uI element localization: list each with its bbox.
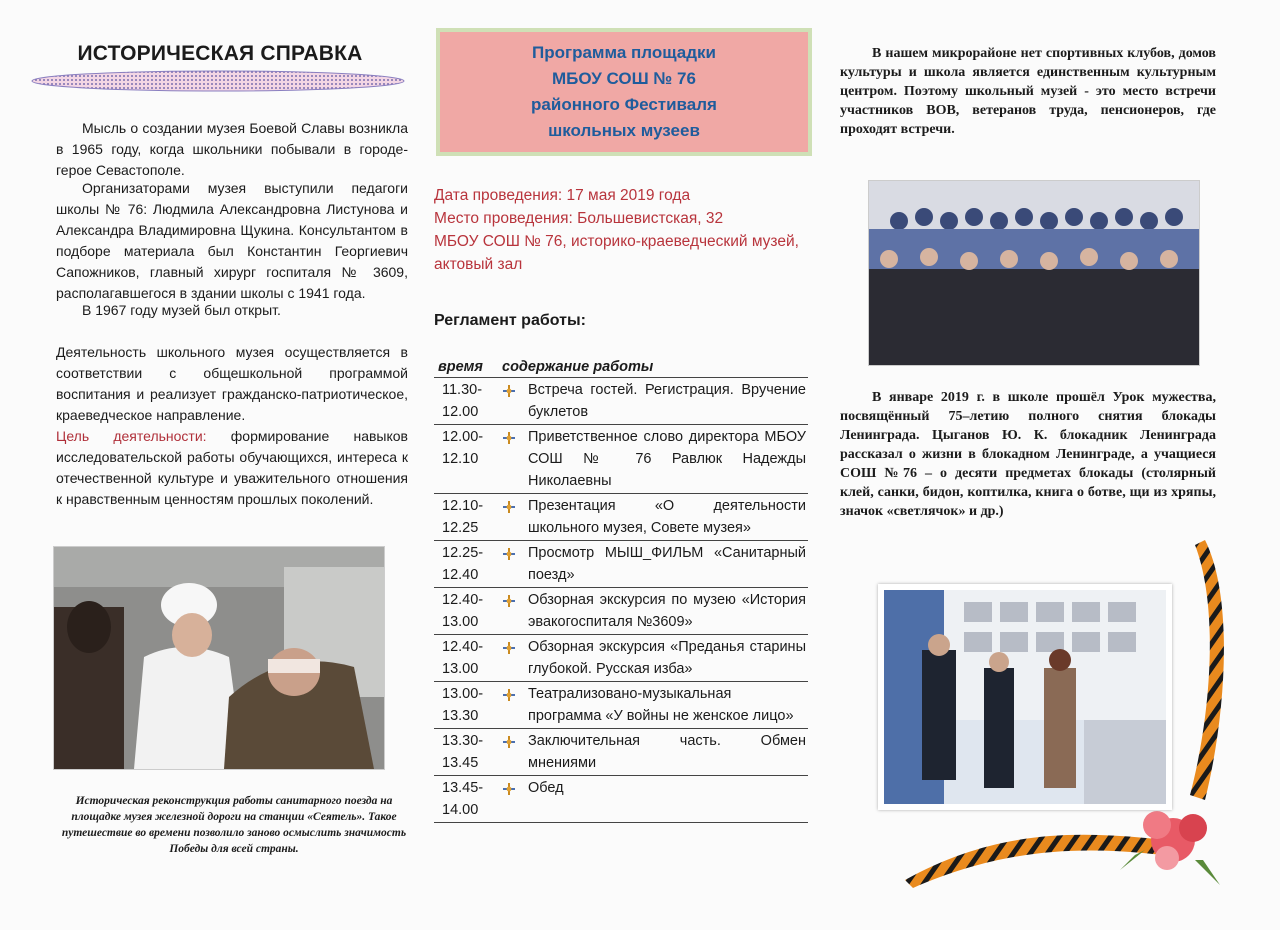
bullet-icon bbox=[502, 776, 524, 823]
schedule-row bbox=[434, 378, 808, 425]
photo-caption: Историческая реконструкция работы санитарного поезда на площадке музея железной дороги на станции «Сеятель». Такое путешествие во времени позволило заново осмыслить значимость Победы для всей страны. bbox=[61, 795, 407, 855]
museum-exhibition-photo bbox=[878, 584, 1172, 810]
history-paragraph-1: Мысль о создании музея Боевой Славы возникла в 1965 году, когда школьники побывали в городе-герое Севастополе. bbox=[56, 120, 408, 178]
event-info bbox=[434, 184, 834, 276]
schedule-content: Заключительная часть. Обмен мнениями bbox=[524, 729, 808, 776]
event-venue: МБОУ СОШ № 76, историко-краеведческий музей, актовый зал bbox=[434, 233, 799, 273]
history-paragraph-3: В 1967 году музей был открыт. bbox=[82, 302, 281, 318]
goal-paragraph: Цель деятельности: формирование навыков исследовательской работы обучающихся, интереса к отечественной культуре и уважительного отношения к нравственным ценностям прошлых поколений. bbox=[56, 428, 408, 507]
schedule-time: 13.30- 13.45 bbox=[434, 729, 502, 776]
bullet-icon bbox=[502, 588, 524, 635]
schedule-row bbox=[434, 776, 808, 823]
schedule-row bbox=[434, 541, 808, 588]
schedule-time: 12.00- 12.10 bbox=[434, 425, 502, 494]
schedule-time: 13.00- 13.30 bbox=[434, 682, 502, 729]
column-header-time: время bbox=[434, 357, 502, 378]
schedule-content: Просмотр МЫШ_ФИЛЬМ «Санитарный поезд» bbox=[524, 541, 808, 588]
schedule-content: Обзорная экскурсия по музею «История эвакогоспиталя №3609» bbox=[524, 588, 808, 635]
schedule-row bbox=[434, 729, 808, 776]
schedule-time: 12.40- 13.00 bbox=[434, 588, 502, 635]
schedule-content: Встреча гостей. Регистрация. Вручение буклетов bbox=[524, 378, 808, 425]
veterans-group-photo bbox=[868, 180, 1200, 366]
bullet-icon bbox=[502, 541, 524, 588]
schedule-time: 12.10- 12.25 bbox=[434, 494, 502, 541]
schedule-content: Презентация «О деятельности школьного музея, Совете музея» bbox=[524, 494, 808, 541]
program-header bbox=[436, 28, 812, 156]
decorative-ribbon bbox=[30, 70, 406, 92]
schedule-header-row bbox=[434, 357, 808, 378]
program-header-line: районного Фестиваля bbox=[531, 95, 717, 114]
history-column bbox=[0, 0, 420, 930]
event-date: Дата проведения: 17 мая 2019 года bbox=[434, 187, 691, 204]
history-title: ИСТОРИЧЕСКАЯ СПРАВКА bbox=[77, 42, 363, 65]
goal-label: Цель деятельности: bbox=[56, 428, 207, 444]
reconstruction-photo bbox=[53, 546, 385, 770]
bullet-icon bbox=[502, 635, 524, 682]
schedule-content: Обед bbox=[524, 776, 808, 823]
schedule-time: 13.45- 14.00 bbox=[434, 776, 502, 823]
program-header-line: Программа площадки bbox=[532, 43, 716, 62]
schedule-row bbox=[434, 425, 808, 494]
history-paragraph-2: Организаторами музея выступили педагоги школы № 76: Людмила Александровна Листунова и Александра Владимировна Щукина. Консультантом в подборе материала был Константин Георгиевич Сапожников, главный хирург госпиталя № 3609, располагавшегося в здании школы с 1941 года. bbox=[56, 180, 408, 301]
schedule-row bbox=[434, 494, 808, 541]
event-place: Место проведения: Большевистская, 32 bbox=[434, 210, 724, 227]
schedule-row bbox=[434, 635, 808, 682]
reglament-title: Регламент работы: bbox=[434, 312, 586, 329]
schedule-content: Театрализовано-музыкальная программа «У войны не женское лицо» bbox=[524, 682, 808, 729]
schedule-table bbox=[434, 357, 808, 823]
schedule-content: Приветственное слово директора МБОУ СОШ № 76 Равлюк Надежды Николаевны bbox=[524, 425, 808, 494]
bullet-icon bbox=[502, 682, 524, 729]
bullet-icon bbox=[502, 378, 524, 425]
bullet-icon bbox=[502, 425, 524, 494]
bullet-icon bbox=[502, 494, 524, 541]
bullet-icon bbox=[502, 729, 524, 776]
program-header-line: МБОУ СОШ № 76 bbox=[552, 69, 696, 88]
blockade-paragraph: В январе 2019 г. в школе прошёл Урок мужества, посвящённый 75–летию полного снятия блокады Ленинграда. Цыганов Ю. К. блокадник Ленинграда рассказал о жизни в блокадном Ленинграде, а учащиеся СОШ №76 – о десяти предметах блокады (столярный клей, санки, бидон, коптилка, книга о ботве, щи из хряпы, значок «светлячок» и др.) bbox=[840, 390, 1216, 519]
schedule-row bbox=[434, 588, 808, 635]
program-header-line: школьных музеев bbox=[548, 121, 700, 140]
schedule-row bbox=[434, 682, 808, 729]
schedule-time: 12.25- 12.40 bbox=[434, 541, 502, 588]
schedule-content: Обзорная экскурсия «Преданья старины глубокой. Русская изба» bbox=[524, 635, 808, 682]
column-header-content: содержание работы bbox=[502, 357, 808, 378]
schedule-time: 12.40- 13.00 bbox=[434, 635, 502, 682]
activity-paragraph: Деятельность школьного музея осуществляется в соответствии с общешкольной программой воспитания и реализует гражданско-патриотическое, краеведческое направление. bbox=[56, 344, 408, 423]
schedule-time: 11.30- 12.00 bbox=[434, 378, 502, 425]
microdistrict-paragraph: В нашем микрорайоне нет спортивных клубов, домов культуры и школа является единственным культурным центром. Поэтому школьный музей - это место встречи участников ВОВ, ветеранов труда, пенсионеров, где проходят встречи. bbox=[840, 46, 1216, 137]
